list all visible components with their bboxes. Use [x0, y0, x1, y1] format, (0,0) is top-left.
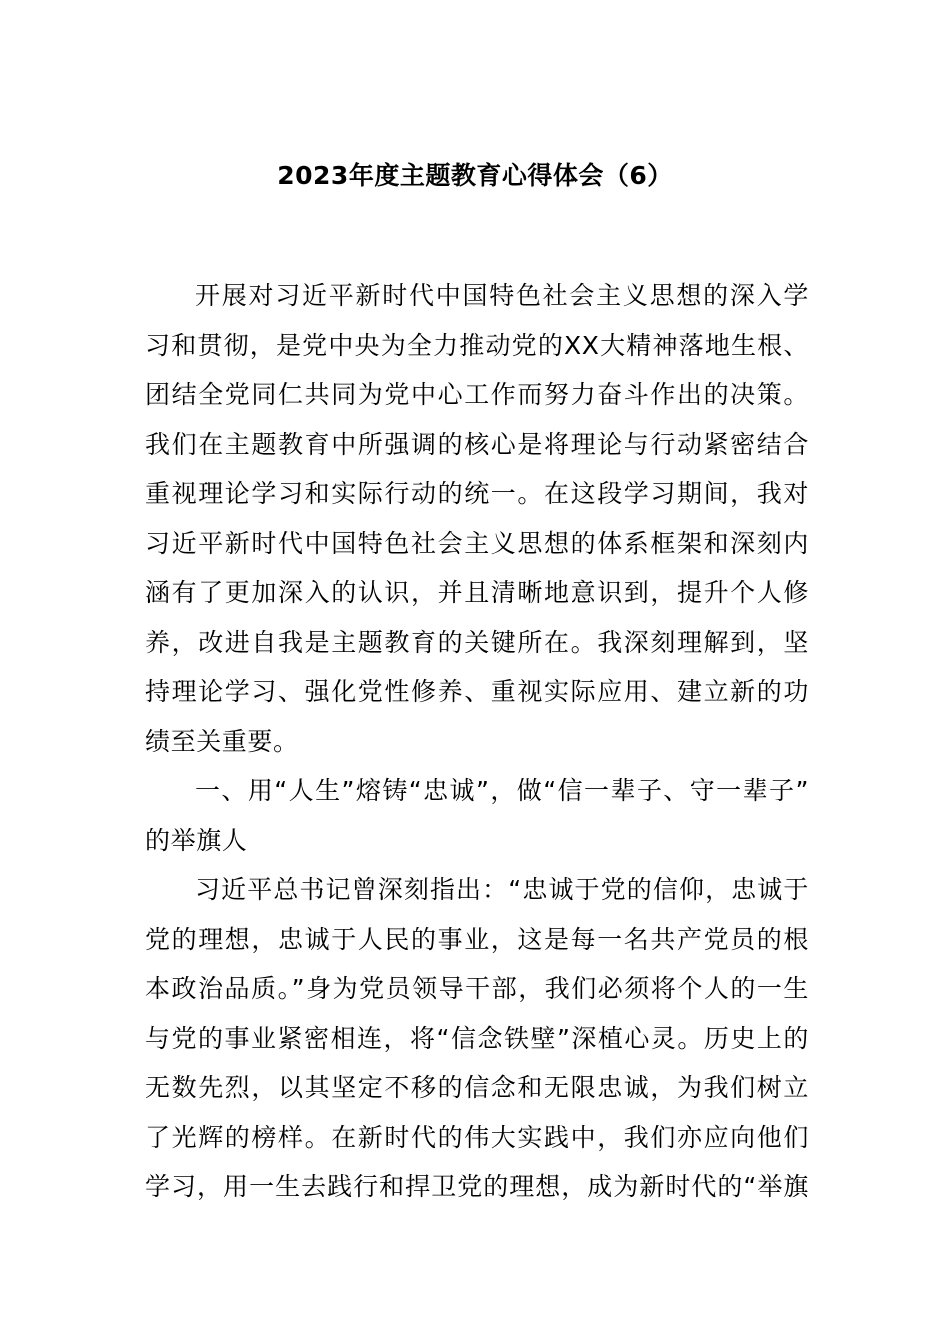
- paragraph-line: 绩至关重要。: [145, 726, 299, 756]
- paragraph-line: 习近平总书记曾深刻指出：“忠诚于党的信仰，忠诚于: [195, 875, 809, 904]
- section-heading-line: 一、用“人生”熔铸“忠诚”，做“信一辈子、守一辈子”: [195, 776, 809, 805]
- paragraph-line: 重视理论学习和实际行动的统一。在这段学习期间，我对: [145, 479, 809, 508]
- paragraph-line: 持理论学习、强化党性修养、重视实际应用、建立新的功: [145, 677, 809, 706]
- paragraph-line: 无数先烈，以其坚定不移的信念和无限忠诚，为我们树立: [145, 1073, 809, 1102]
- paragraph-line: 本政治品质。”身为党员领导干部，我们必须将个人的一生: [145, 974, 809, 1003]
- paragraph-line: 养，改进自我是主题教育的关键所在。我深刻理解到，坚: [145, 627, 809, 657]
- paragraph-line: 学习，用一生去践行和捍卫党的理想，成为新时代的“举旗: [145, 1172, 809, 1201]
- paragraph-line: 党的理想，忠诚于人民的事业，这是每一名共产党员的根: [145, 924, 809, 954]
- paragraph-line: 我们在主题教育中所强调的核心是将理论与行动紧密结合: [145, 429, 809, 459]
- paragraph-line: 与党的事业紧密相连，将“信念铁壁”深植心灵。历史上的: [145, 1023, 809, 1053]
- paragraph-line: 习和贯彻，是党中央为全力推动党的XX大精神落地生根、: [145, 330, 809, 360]
- paragraph-line: 涵有了更加深入的认识，并且清晰地意识到，提升个人修: [145, 578, 809, 607]
- paragraph-line: 了光辉的榜样。在新时代的伟大实践中，我们亦应向他们: [145, 1122, 809, 1152]
- paragraph-line: 开展对习近平新时代中国特色社会主义思想的深入学: [195, 281, 809, 310]
- paragraph-line: 习近平新时代中国特色社会主义思想的体系框架和深刻内: [145, 528, 809, 558]
- document-title: 2023年度主题教育心得体会（6）: [277, 161, 673, 190]
- document-body: [145, 277, 809, 1218]
- paragraph-line: 团结全党同仁共同为党中心工作而努力奋斗作出的决策。: [145, 380, 809, 409]
- section-heading-line: 的举旗人: [145, 825, 248, 855]
